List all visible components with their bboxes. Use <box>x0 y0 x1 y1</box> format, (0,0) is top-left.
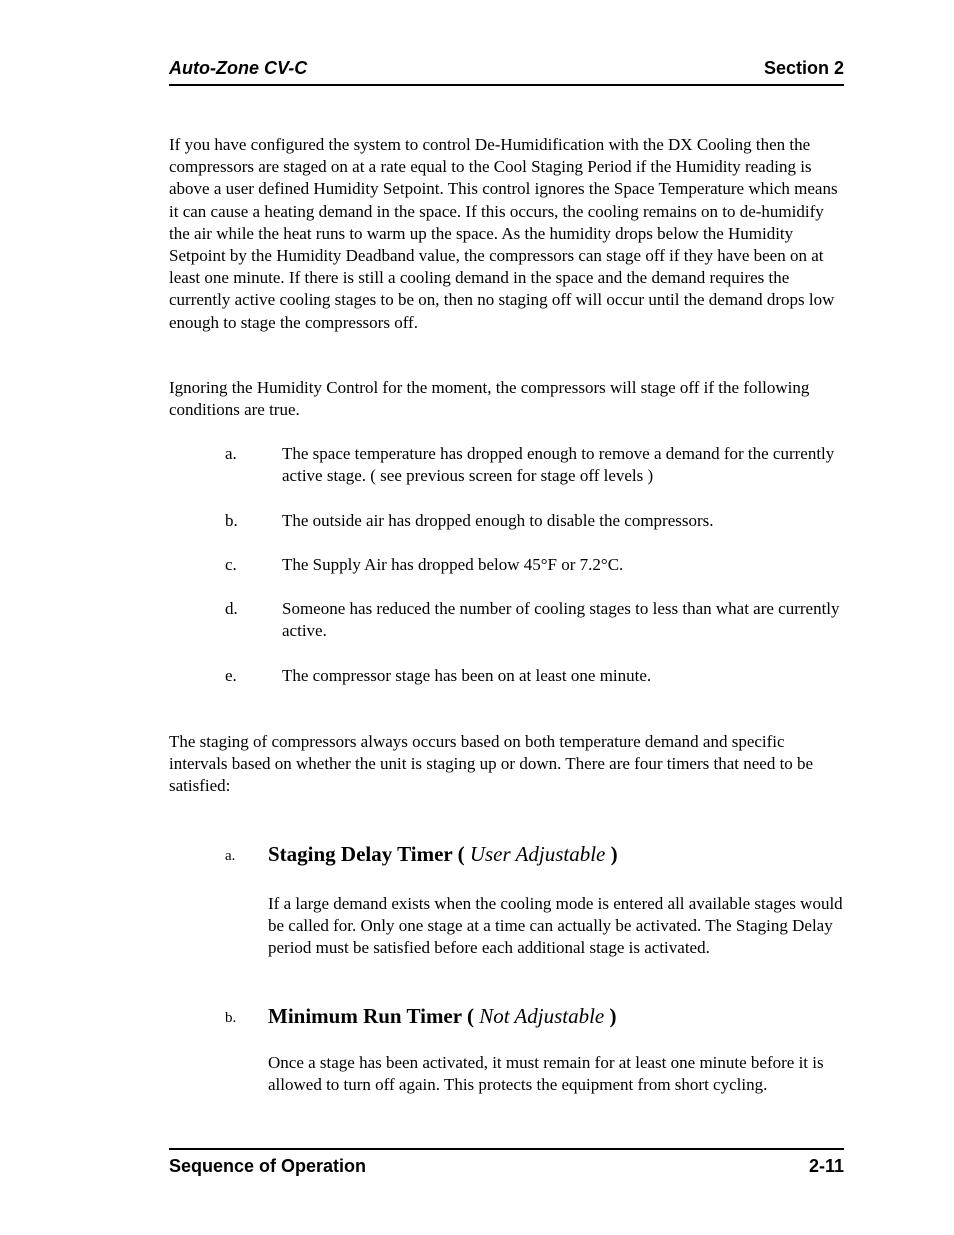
timer-heading-close: ) <box>604 1004 617 1028</box>
timer-heading-close: ) <box>605 842 618 866</box>
timer-qualifier: Not Adjustable <box>479 1004 605 1028</box>
condition-text: The compressor stage has been on at least one minute. <box>282 666 652 685</box>
page-header <box>169 58 844 86</box>
timer-name: Staging Delay Timer ( <box>268 842 470 866</box>
timer-name: Minimum Run Timer ( <box>268 1004 480 1028</box>
timer-description: If a large demand exists when the cooling mode is entered all available stages would be called for. Only one stage at a time can actually be activated. The Staging Delay period must be satisfied before each additional stage is activated. <box>268 894 843 958</box>
footer-title: Sequence of Operation <box>169 1156 367 1176</box>
condition-letter: e. <box>225 666 237 685</box>
condition-text: The Supply Air has dropped below 45°F or 7.2°C. <box>282 555 624 574</box>
page-footer <box>169 1148 844 1180</box>
condition-text: The outside air has dropped enough to disable the compressors. <box>282 511 714 530</box>
timer-qualifier: User Adjustable <box>469 842 606 866</box>
condition-letter: b. <box>225 511 238 530</box>
timer-letter: b. <box>225 1010 237 1026</box>
header-section: Section 2 <box>763 58 844 78</box>
paragraph-dehumidification: If you have configured the system to control De-Humidification with the DX Cooling then the compressors are staged on at a rate equal to the Cool Staging Period if the Humidity reading is above a user defined Humidity Setpoint. This control ignores the Space Temperature which means it can cause a heating demand in the space. If this occurs, the cooling remains on to de-humidify the air while the heat runs to warm up the space. As the humidity drops below the Humidity Setpoint by the Humidity Deadband value, the compressors can stage off if they have been on at least one minute. If there is still a cooling demand in the space and the demand requires the currently active cooling stages to be on, then no staging off will occur until the demand drops low enough to stage the compressors off. <box>169 135 838 332</box>
timer-letter: a. <box>225 848 236 864</box>
condition-letter: d. <box>225 599 238 618</box>
timer-description: Once a stage has been activated, it must remain for at least one minute before it is allowed to turn off again. This protects the equipment from short cycling. <box>268 1053 824 1095</box>
timer-heading <box>268 842 618 867</box>
header-title: Auto-Zone CV-C <box>169 58 308 78</box>
paragraph-staging-timers-intro: The staging of compressors always occurs based on both temperature demand and specific intervals based on whether the unit is staging up or down. There are four timers that need to be satisfied: <box>169 732 814 796</box>
page-number: 2-11 <box>808 1156 844 1176</box>
timer-heading <box>268 1004 617 1029</box>
paragraph-stage-off-intro: Ignoring the Humidity Control for the moment, the compressors will stage off if the following conditions are true. <box>169 378 810 420</box>
condition-text: The space temperature has dropped enough to remove a demand for the currently active stage. ( see previous screen for stage off levels ) <box>282 444 835 486</box>
condition-letter: a. <box>225 444 237 463</box>
condition-letter: c. <box>225 555 237 574</box>
condition-text: Someone has reduced the number of cooling stages to less than what are currently active. <box>282 599 840 641</box>
